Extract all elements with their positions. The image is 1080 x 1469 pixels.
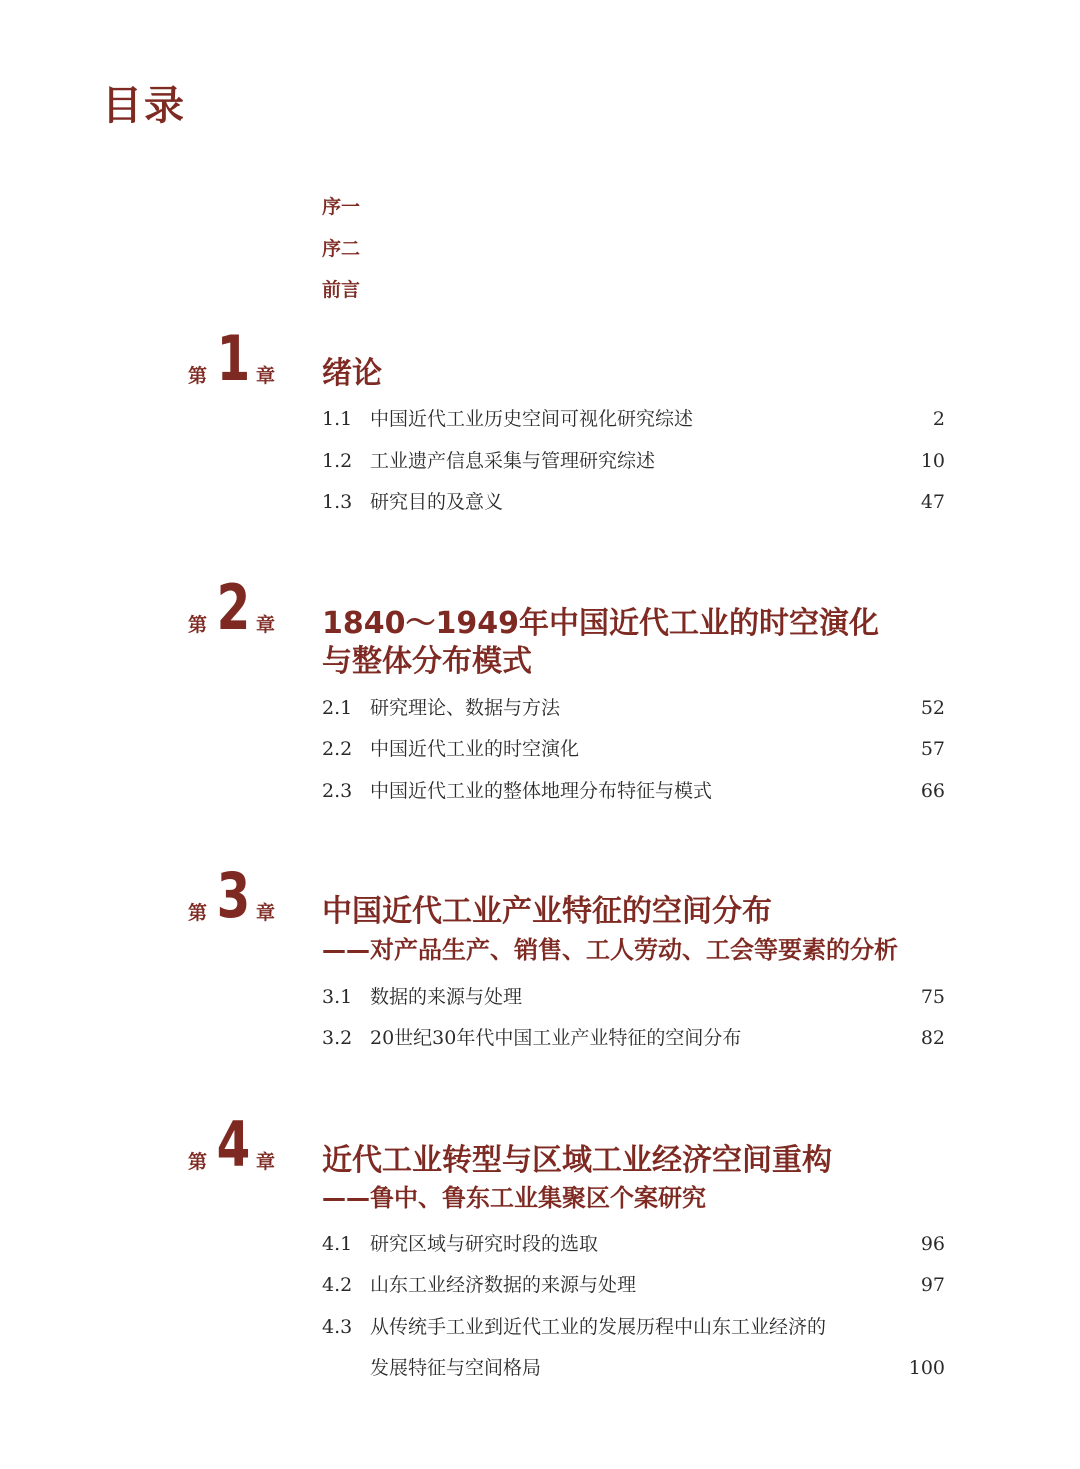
page-number: 66 [920,780,945,802]
page-number: 47 [920,491,945,513]
toc-entry[interactable] [322,1314,945,1340]
chapter-prefix: 第 [188,1151,208,1173]
chapter-1-title[interactable]: 绪论 [322,356,382,391]
chapter-prefix: 第 [188,365,208,387]
chapter-2-label [188,571,288,670]
section-title: 山东工业经济数据的来源与处理 [370,1274,637,1296]
toc-entry[interactable] [322,1272,945,1298]
chapter-2-title[interactable]: 1840～1949年中国近代工业的时空演化 [322,606,879,641]
chapter-4-label [188,1108,288,1207]
section-number: 1.3 [322,491,353,513]
section-title: 中国近代工业的整体地理分布特征与模式 [370,780,713,802]
page-number: 2 [932,408,945,430]
page-number: 57 [920,738,945,760]
section-title: 中国近代工业历史空间可视化研究综述 [370,408,694,430]
toc-entry[interactable] [322,778,945,804]
chapter-1-label [188,322,288,421]
toc-entry[interactable] [322,406,945,432]
page-number: 97 [920,1274,945,1296]
section-title: 数据的来源与处理 [370,986,523,1008]
section-number: 4.2 [322,1274,353,1296]
section-number: 1.1 [322,408,353,430]
chapter-2-title-line-2[interactable]: 与整体分布模式 [322,644,532,679]
page-number: 96 [920,1233,945,1255]
section-title: 工业遗产信息采集与管理研究综述 [370,450,656,472]
section-title: 从传统手工业到近代工业的发展历程中山东工业经济的 [370,1316,827,1338]
chapter-suffix: 章 [256,365,276,387]
toc-entry[interactable] [322,489,945,515]
chapter-suffix: 章 [256,1151,276,1173]
chapter-4-title[interactable]: 近代工业转型与区域工业经济空间重构 [322,1143,832,1178]
section-number: 3.1 [322,986,353,1008]
page-title: 目录 [102,83,186,129]
toc-entry-continuation[interactable] [322,1355,945,1381]
section-number: 1.2 [322,450,353,472]
section-title: 20世纪30年代中国工业产业特征的空间分布 [370,1027,742,1049]
section-number: 2.3 [322,780,353,802]
chapter-number: 3 [216,859,251,932]
section-title: 研究区域与研究时段的选取 [370,1233,599,1255]
toc-entry[interactable] [322,736,945,762]
chapter-suffix: 章 [256,614,276,636]
toc-entry[interactable] [322,1231,945,1257]
chapter-number: 2 [216,571,251,644]
page-number: 82 [920,1027,945,1049]
toc-entry[interactable] [322,1025,945,1051]
page-number: 52 [920,697,945,719]
chapter-4-subtitle: ——鲁中、鲁东工业集聚区个案研究 [322,1184,706,1212]
page-number: 75 [920,986,945,1008]
front-matter-item-foreword[interactable]: 前言 [322,279,361,301]
section-number: 2.1 [322,697,353,719]
toc-entry[interactable] [322,448,945,474]
section-number: 2.2 [322,738,353,760]
front-matter-item-preface-1[interactable]: 序一 [322,196,361,218]
page-number: 100 [908,1357,945,1379]
section-title: 发展特征与空间格局 [370,1357,542,1379]
chapter-number: 1 [216,322,251,395]
section-title: 中国近代工业的时空演化 [370,738,580,760]
toc-entry[interactable] [322,695,945,721]
chapter-number: 4 [216,1108,251,1181]
page-number: 10 [920,450,945,472]
chapter-3-subtitle: ——对产品生产、销售、工人劳动、工会等要素的分析 [322,936,898,964]
section-number: 4.1 [322,1233,353,1255]
section-number: 4.3 [322,1316,353,1338]
chapter-3-label [188,859,288,958]
chapter-prefix: 第 [188,902,208,924]
front-matter-item-preface-2[interactable]: 序二 [322,238,361,260]
toc-entry[interactable] [322,984,945,1010]
chapter-prefix: 第 [188,614,208,636]
section-number: 3.2 [322,1027,353,1049]
chapter-suffix: 章 [256,902,276,924]
section-title: 研究理论、数据与方法 [370,697,561,719]
chapter-3-title[interactable]: 中国近代工业产业特征的空间分布 [322,894,772,929]
section-title: 研究目的及意义 [370,491,504,513]
